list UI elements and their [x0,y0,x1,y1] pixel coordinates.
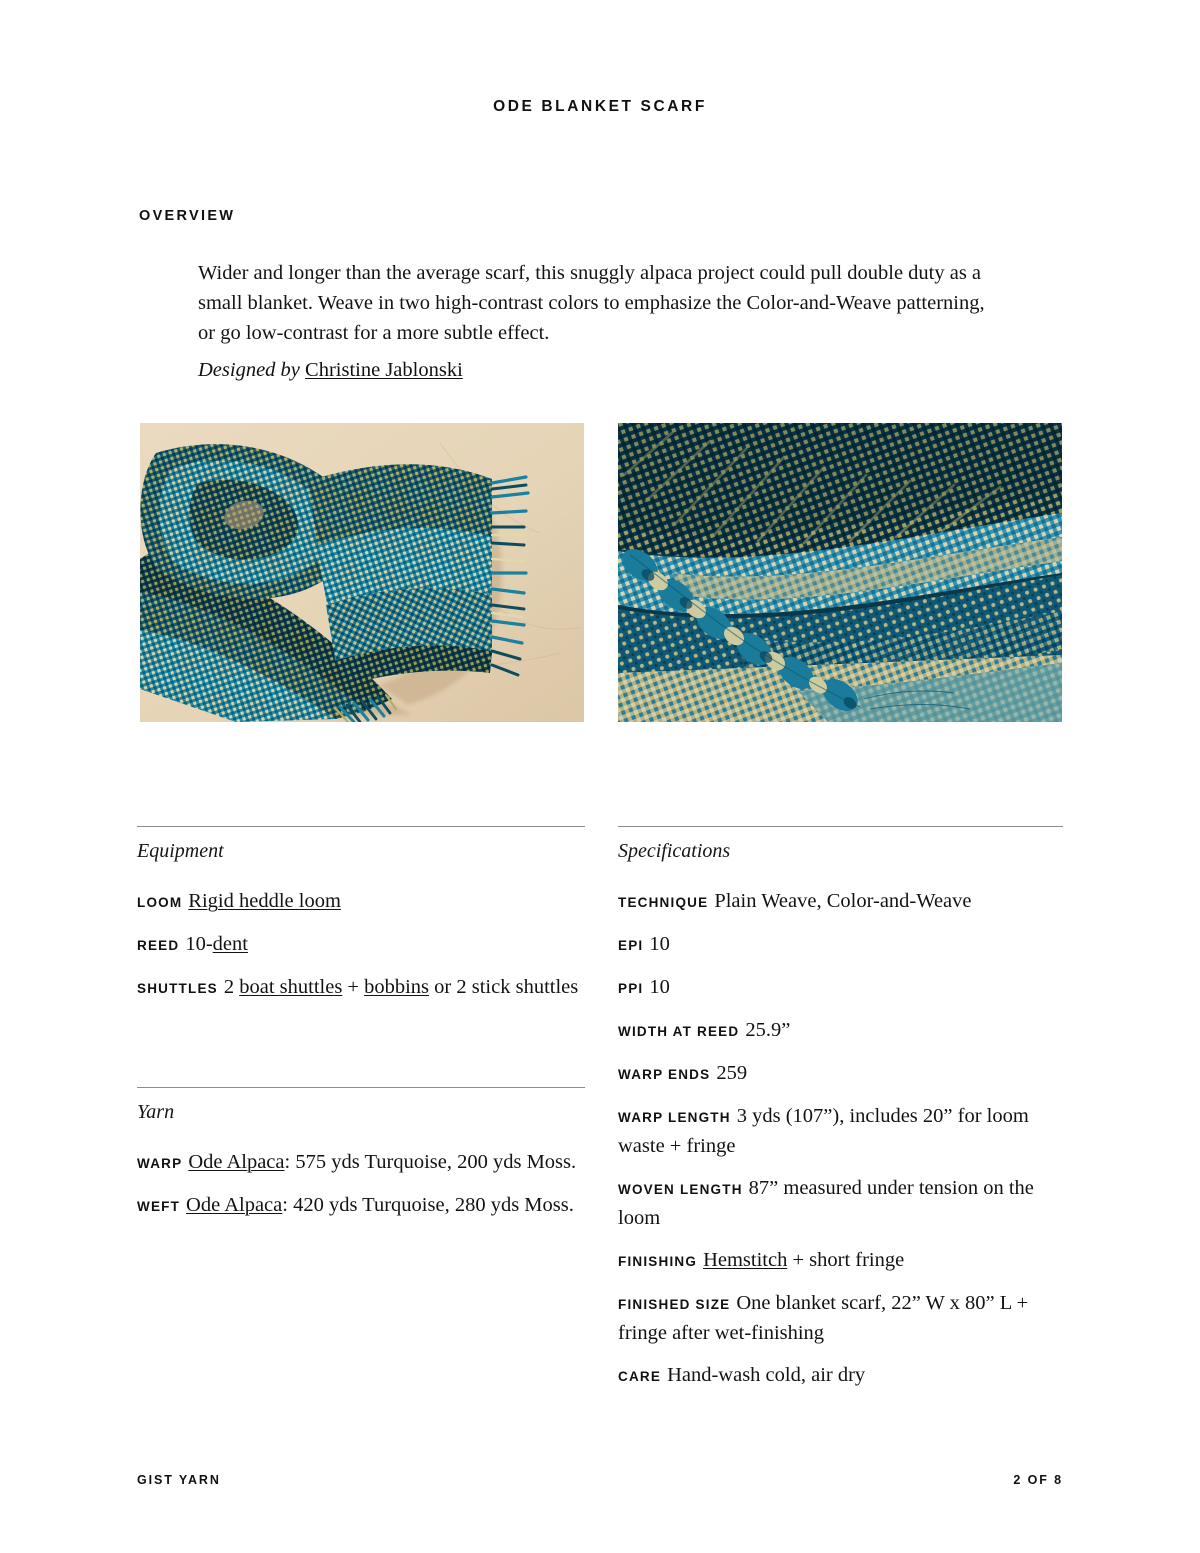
spec-row [618,1016,1063,1046]
specifications-divider [618,826,1063,827]
yarn-section [137,1087,585,1221]
spec-label: WARP LENGTH [618,1110,731,1125]
overview-heading: OVERVIEW [139,208,236,224]
spec-row [618,973,1063,1003]
spec-label: CARE [618,1369,662,1384]
specifications-column [618,826,1063,1391]
spec-value: 87” measured under tension on the loom [618,1177,1034,1229]
designer-link[interactable]: Christine Jablonski [305,359,463,381]
spec-row [618,930,1063,960]
bobbins-link[interactable]: bobbins [364,976,430,998]
equipment-list [137,887,585,1003]
designed-by-line [198,356,463,384]
equipment-column [137,826,585,1003]
weave-detail-photo [618,423,1062,722]
spec-label: LOOM [137,895,183,910]
page-title: ODE BLANKET SCARF [493,98,707,115]
yarn-divider [137,1087,585,1088]
spec-row [618,1059,1063,1089]
spec-value: 259 [716,1062,748,1084]
spec-row: SHUTTLES 2 boat shuttles + bobbins or 2 stick shuttles [137,976,579,998]
yarn-title: Yarn [137,1101,175,1123]
spec-row: WEFT Ode Alpaca: 420 yds Turquoise, 280 yds Moss. [137,1194,574,1216]
boat-shuttles-link[interactable]: boat shuttles [239,976,343,998]
spec-value: Hand-wash cold, air dry [667,1364,866,1386]
footer-brand: GIST YARN [137,1473,221,1487]
yarn-list [137,1148,585,1221]
spec-row [618,1102,1063,1161]
spec-row: REED 10-dent [137,933,248,955]
spec-label: WIDTH AT REED [618,1024,740,1039]
spec-value: Plain Weave, Color-and-Weave [714,890,972,912]
spec-row [618,1289,1063,1348]
spec-value: 10 [649,933,670,955]
equipment-divider [137,826,585,827]
spec-value: 10 [649,976,670,998]
spec-label: TECHNIQUE [618,895,709,910]
spec-value: 25.9” [745,1019,791,1041]
equipment-title: Equipment [137,840,224,862]
scarf-full-photo [140,423,584,722]
spec-label: FINISHED SIZE [618,1297,731,1312]
spec-row: WARP Ode Alpaca: 575 yds Turquoise, 200 yds Moss. [137,1151,577,1173]
hemstitch-link[interactable]: Hemstitch [703,1249,788,1271]
spec-row: FINISHING Hemstitch + short fringe [618,1249,905,1271]
spec-row [618,1361,1063,1391]
spec-row [618,1174,1063,1233]
rigid-heddle-loom-link[interactable]: Rigid heddle loom [188,890,341,912]
specifications-list [618,887,1063,1391]
spec-label: WOVEN LENGTH [618,1182,743,1197]
spec-row [618,887,1063,917]
spec-label: WARP [137,1156,183,1171]
spec-label: FINISHING [618,1254,698,1269]
spec-label: REED [137,938,180,953]
spec-label: WARP ENDS [618,1067,711,1082]
spec-label: PPI [618,981,644,996]
ode-alpaca-warp-link[interactable]: Ode Alpaca [188,1151,285,1173]
ode-alpaca-weft-link[interactable]: Ode Alpaca [186,1194,283,1216]
spec-value: One blanket scarf, 22” W x 80” L + fringe after wet-finishing [618,1292,1029,1344]
designed-by-label: Designed by [198,359,300,381]
overview-body: Wider and longer than the average scarf, this snuggly alpaca project could pull double duty as a small blanket. Weave in two high-contrast colors to emphasize the Color-and-Weave patterning, or go low-contrast for a more subtle effect. [198,262,985,344]
footer-page-number: 2 OF 8 [1013,1473,1063,1487]
spec-value: 3 yds (107”), includes 20” for loom waste + fringe [618,1105,1029,1157]
specifications-title: Specifications [618,840,731,862]
dent-link[interactable]: dent [212,933,248,955]
spec-label: WEFT [137,1199,181,1214]
spec-row [137,887,585,917]
spec-label: EPI [618,938,644,953]
spec-label: SHUTTLES [137,981,218,996]
